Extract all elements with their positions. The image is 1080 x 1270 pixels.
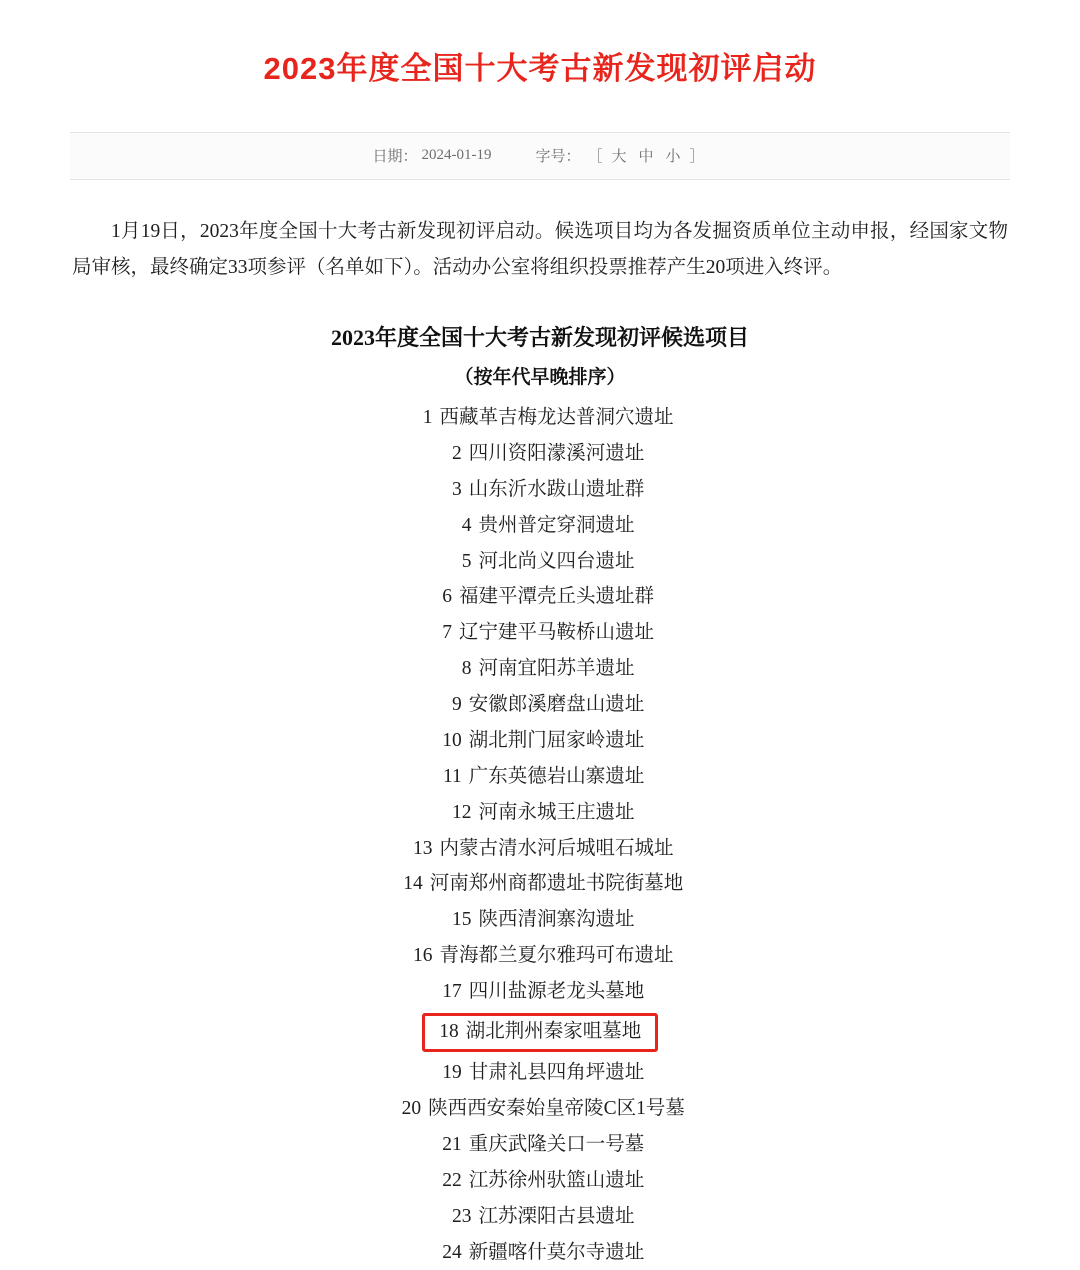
list-item-number: 2 bbox=[451, 442, 462, 464]
list-item-label: 新疆喀什莫尔寺遗址 bbox=[468, 1241, 645, 1263]
list-item-number: 20 bbox=[401, 1098, 422, 1120]
list-item bbox=[0, 723, 1080, 759]
list-item bbox=[0, 1235, 1080, 1270]
list-item-row bbox=[0, 1055, 1080, 1091]
list-item-label: 福建平潭壳丘头遗址群 bbox=[458, 586, 654, 608]
list-item bbox=[0, 400, 1080, 436]
list-item-number: 1 bbox=[422, 407, 433, 429]
list-item-label: 西藏革吉梅龙达普洞穴遗址 bbox=[439, 407, 674, 429]
list-item-number: 10 bbox=[442, 729, 462, 751]
list-item-label: 贵州普定穿洞遗址 bbox=[478, 514, 635, 536]
list-item-row bbox=[0, 831, 1080, 867]
list-item bbox=[0, 1055, 1080, 1091]
candidate-list bbox=[0, 400, 1080, 1270]
list-item-number: 12 bbox=[451, 801, 472, 823]
font-size-small-button[interactable]: 小 bbox=[665, 149, 681, 166]
list-item-label: 河南宜阳苏羊遗址 bbox=[478, 658, 635, 680]
list-item-number: 22 bbox=[442, 1169, 462, 1191]
list-item-row bbox=[0, 1199, 1080, 1235]
list-item bbox=[0, 436, 1080, 472]
bracket-close: ］ bbox=[689, 149, 705, 166]
list-item-number: 8 bbox=[461, 658, 472, 680]
list-item-row bbox=[0, 544, 1080, 580]
list-item-row bbox=[0, 400, 1080, 436]
list-item-row bbox=[0, 651, 1080, 687]
list-item-label: 陕西西安秦始皇帝陵C区1号墓 bbox=[428, 1098, 685, 1120]
list-item-label: 四川盐源老龙头墓地 bbox=[468, 981, 645, 1003]
list-item bbox=[0, 1091, 1080, 1127]
list-item-label: 陕西清涧寨沟遗址 bbox=[478, 909, 635, 931]
list-item-number: 7 bbox=[442, 622, 452, 644]
list-item-number: 5 bbox=[461, 550, 472, 572]
list-item-label: 四川资阳濛溪河遗址 bbox=[468, 442, 645, 464]
article-meta-bar bbox=[70, 132, 1010, 180]
list-item bbox=[0, 1163, 1080, 1199]
list-item-number: 3 bbox=[451, 478, 462, 500]
article-page bbox=[0, 21, 1080, 1270]
list-item bbox=[0, 1199, 1080, 1235]
list-item-label: 内蒙古清水河后城咀石城址 bbox=[439, 837, 674, 859]
list-item bbox=[0, 544, 1080, 580]
list-item-label: 江苏溧阳古县遗址 bbox=[478, 1205, 635, 1227]
list-item-row bbox=[0, 687, 1080, 723]
list-item-row bbox=[0, 615, 1080, 651]
article-paragraph: 1月19日，2023年度全国十大考古新发现初评启动。候选项目均为各发掘资质单位主动申报，经国家文物局审核，最终确定33项参评（名单如下）。活动办公室将组织投票推荐产生20项进入终评。 bbox=[72, 220, 1008, 278]
date-value: 2024-01-19 bbox=[421, 147, 492, 164]
candidate-list-block bbox=[0, 316, 1080, 1270]
list-item-number: 4 bbox=[461, 514, 472, 536]
list-item-row bbox=[0, 1163, 1080, 1199]
font-size-medium-button[interactable]: 中 bbox=[638, 149, 654, 166]
list-item-number: 9 bbox=[451, 694, 462, 716]
list-item-number: 17 bbox=[442, 981, 462, 1003]
list-item-row bbox=[0, 723, 1080, 759]
list-item bbox=[0, 615, 1080, 651]
list-item-number: 13 bbox=[412, 837, 433, 859]
list-item-row bbox=[0, 1127, 1080, 1163]
list-item-highlighted bbox=[422, 1013, 659, 1052]
list-item-row bbox=[0, 508, 1080, 544]
list-item-label: 河北尚义四台遗址 bbox=[478, 550, 635, 572]
list-item-row bbox=[0, 866, 1080, 902]
list-item bbox=[0, 687, 1080, 723]
list-item-label: 湖北荆州秦家咀墓地 bbox=[465, 1020, 642, 1042]
list-item-label: 甘肃礼县四角坪遗址 bbox=[468, 1062, 645, 1084]
list-item-label: 安徽郎溪磨盘山遗址 bbox=[468, 694, 645, 716]
list-item-row bbox=[0, 938, 1080, 974]
list-item-label: 辽宁建平马鞍桥山遗址 bbox=[458, 622, 654, 644]
font-size-large-button[interactable]: 大 bbox=[611, 149, 627, 166]
list-item-row bbox=[0, 902, 1080, 938]
list-item bbox=[0, 795, 1080, 831]
list-item bbox=[0, 974, 1080, 1010]
list-item bbox=[0, 759, 1080, 795]
list-item-number: 11 bbox=[442, 765, 462, 787]
list-item bbox=[0, 902, 1080, 938]
list-item bbox=[0, 579, 1080, 615]
list-item-row bbox=[0, 1235, 1080, 1270]
list-item-number: 14 bbox=[403, 873, 423, 895]
list-item-number: 23 bbox=[451, 1205, 472, 1227]
list-item bbox=[0, 472, 1080, 508]
list-item-label: 江苏徐州驮篮山遗址 bbox=[468, 1169, 645, 1191]
bracket-open: ［ bbox=[587, 149, 603, 166]
list-item-row bbox=[0, 579, 1080, 615]
list-item bbox=[0, 1127, 1080, 1163]
list-item-row bbox=[0, 759, 1080, 795]
list-item-number: 15 bbox=[451, 909, 472, 931]
list-item-row bbox=[0, 472, 1080, 508]
list-item-label: 重庆武隆关口一号墓 bbox=[468, 1133, 645, 1155]
list-item-number: 24 bbox=[442, 1241, 462, 1263]
list-item-label: 青海都兰夏尔雅玛可布遗址 bbox=[439, 945, 674, 967]
page-title: 2023年度全国十大考古新发现初评启动 bbox=[263, 50, 817, 86]
list-item-number: 16 bbox=[412, 945, 433, 967]
list-item-row bbox=[0, 1010, 1080, 1055]
list-item-label: 河南永城王庄遗址 bbox=[478, 801, 635, 823]
list-item-row bbox=[0, 1091, 1080, 1127]
list-item-row bbox=[0, 436, 1080, 472]
font-size-options bbox=[584, 145, 707, 166]
list-item bbox=[0, 938, 1080, 974]
list-item-number: 6 bbox=[442, 586, 452, 608]
list-item bbox=[0, 866, 1080, 902]
list-item-row bbox=[0, 795, 1080, 831]
publish-date bbox=[372, 145, 491, 166]
list-item bbox=[0, 651, 1080, 687]
list-item-label: 广东英德岩山寨遗址 bbox=[468, 765, 645, 787]
font-size-control bbox=[535, 145, 707, 166]
list-title: 2023年度全国十大考古新发现初评候选项目 bbox=[330, 324, 749, 350]
list-item-row bbox=[0, 974, 1080, 1010]
font-size-label: 字号： bbox=[535, 149, 581, 166]
list-subtitle: （按年代早晚排序） bbox=[454, 366, 626, 388]
list-item-number: 18 bbox=[439, 1020, 459, 1042]
date-label: 日期： bbox=[372, 149, 418, 166]
list-item-label: 河南郑州商都遗址书院街墓地 bbox=[429, 873, 684, 895]
list-item bbox=[0, 831, 1080, 867]
list-item-label: 湖北荆门屈家岭遗址 bbox=[468, 729, 645, 751]
list-item-label: 山东沂水跋山遗址群 bbox=[468, 478, 645, 500]
list-item bbox=[0, 508, 1080, 544]
list-item-number: 21 bbox=[442, 1133, 462, 1155]
list-item-number: 19 bbox=[442, 1062, 462, 1084]
